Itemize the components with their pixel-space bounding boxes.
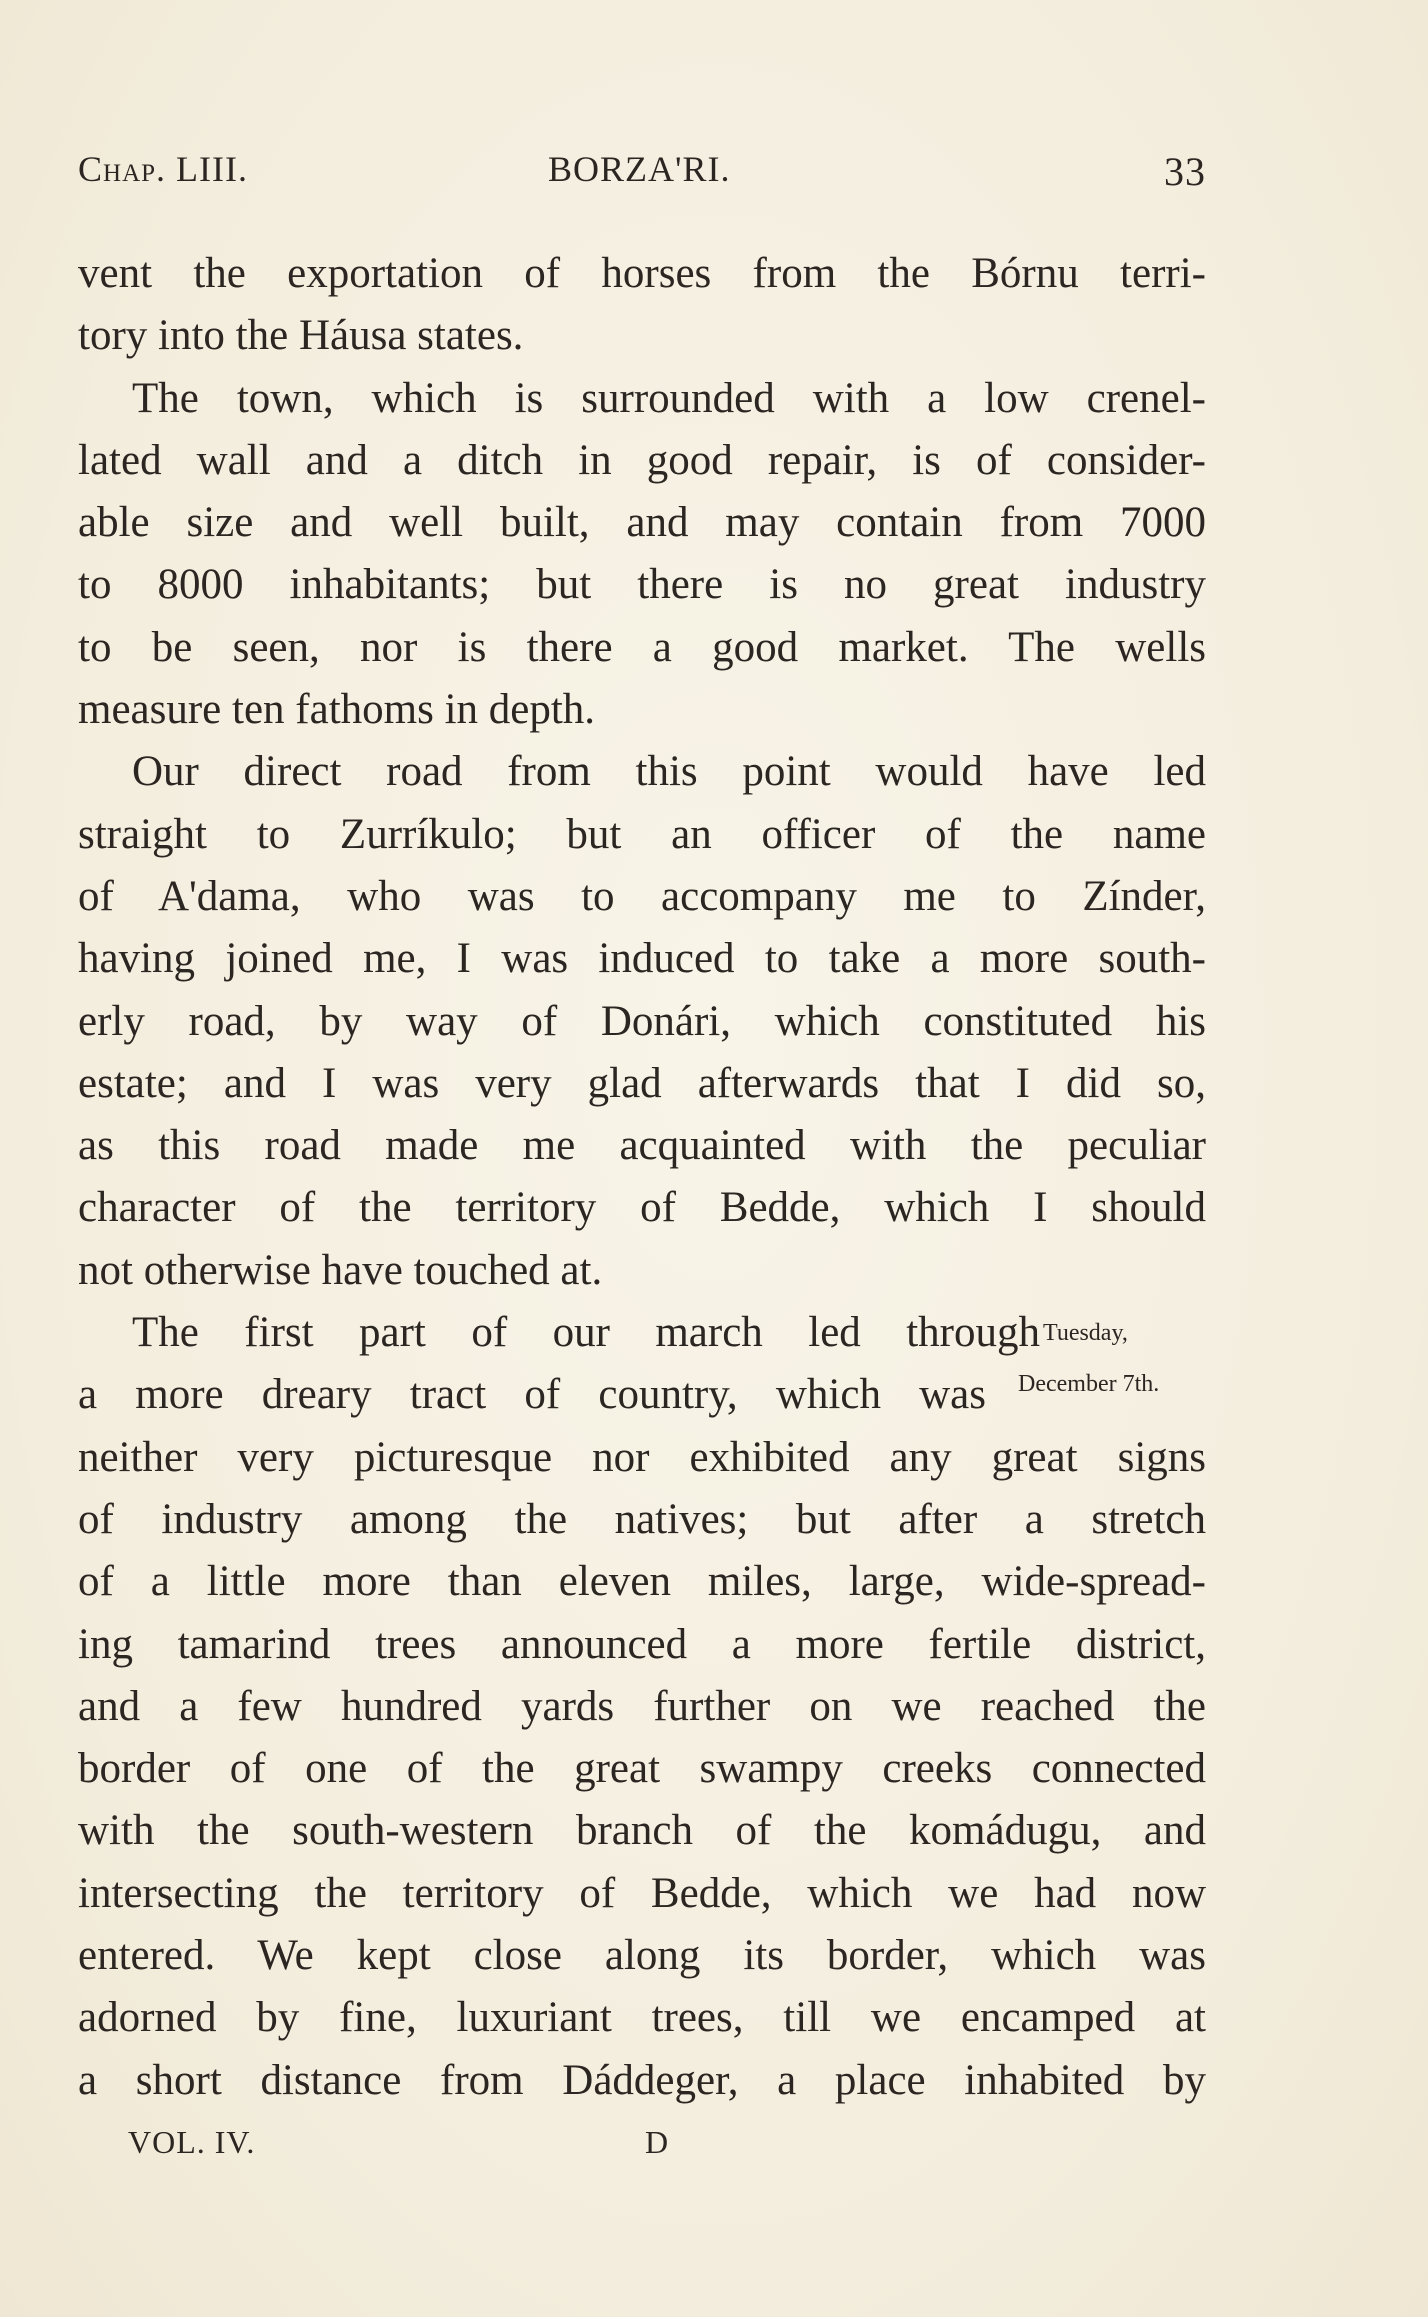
text-line: vent the exportation of horses from the Bórnu terri- [78,250,1206,297]
text-line: Our direct road from this point would have led [132,748,1206,796]
text-line: a short distance from Dáddeger, a place inhabited by [78,2056,1206,2104]
text-line: The town, which is surrounded with a low crenel- [132,374,1206,422]
text-line: and a few hundred yards further on we reached the [78,1682,1206,1730]
text-line: measure ten fathoms in depth. [78,686,596,734]
header-title: BORZA'RI. [548,149,731,189]
text-line: with the south-western branch of the komádugu, and [78,1807,1206,1855]
text-line: of a little more than eleven miles, large, wide-spread- [78,1558,1206,1606]
text-line: able size and well built, and may contain from 7000 [78,499,1206,547]
text-line: character of the territory of Bedde, which I should [78,1184,1206,1232]
text-line: straight to Zurríkulo; but an officer of the name [78,810,1206,858]
text-line: a more dreary tract of country, which was [78,1371,986,1419]
text-line: entered. We kept close along its border, which was [78,1932,1206,1980]
text-line: of industry among the natives; but after a stretch [78,1495,1206,1543]
text-line: to 8000 inhabitants; but there is no great industry [78,561,1206,609]
volume-label: VOL. IV. [128,2124,256,2160]
text-line: erly road, by way of Donári, which constituted his [78,997,1206,1045]
text-line: not otherwise have touched at. [78,1246,603,1294]
signature-mark: D [645,2124,669,2160]
text-line: neither very picturesque nor exhibited any great signs [78,1433,1206,1481]
text-line: ing tamarind trees announced a more fertile district, [78,1620,1206,1668]
text-line: The first part of our march led through [132,1309,1040,1357]
text-line: intersecting the territory of Bedde, which we had now [78,1869,1206,1917]
page-number: 33 [1164,149,1206,194]
running-header [78,148,1206,198]
text-line: having joined me, I was induced to take a more south- [78,935,1206,983]
text-line: estate; and I was very glad afterwards that I did so, [78,1059,1206,1107]
margin-note-date: December 7th. [1018,1371,1160,1397]
chapter-label: Chap. LIII. [78,149,248,189]
text-line: to be seen, nor is there a good market. The wells [78,623,1206,671]
text-line: adorned by fine, luxuriant trees, till we encamped at [78,1994,1206,2042]
text-line: tory into the Háusa states. [78,312,524,360]
body-text [78,243,1206,2112]
text-line: as this road made me acquainted with the peculiar [78,1122,1206,1170]
text-line: lated wall and a ditch in good repair, is of consider- [78,436,1206,484]
text-line: of A'dama, who was to accompany me to Zínder, [78,872,1206,920]
text-line: border of one of the great swampy creeks connected [78,1745,1206,1793]
margin-note-day: Tuesday, [1043,1320,1128,1346]
